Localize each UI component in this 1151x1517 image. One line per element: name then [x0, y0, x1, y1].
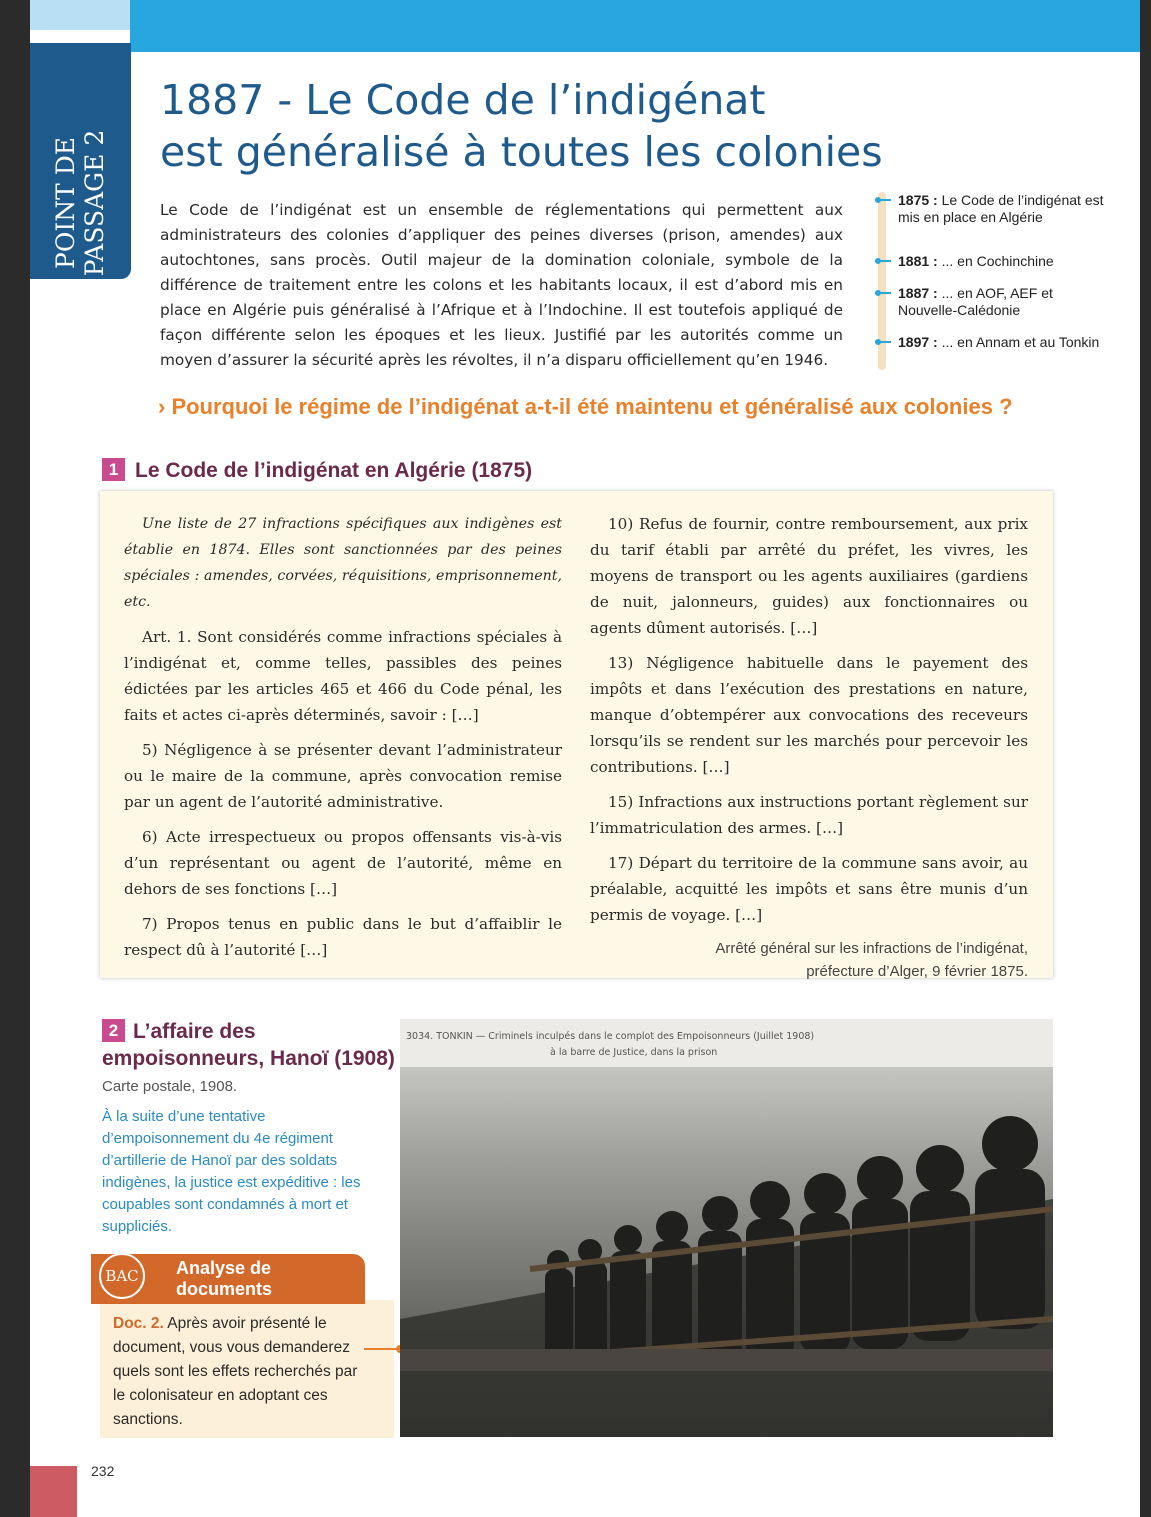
doc1-article: 5) Négligence à se présenter devant l’administrateur ou le maire de la commune, après convocation remise par un agent de l’autorité administrative.	[124, 741, 562, 811]
photo-caption-line-2: à la barre de Justice, dans la prison	[550, 1047, 718, 1058]
top-bar	[130, 0, 1140, 52]
doc2-title: L’affaire des empoisonneurs, Hanoï (1908)	[102, 1020, 395, 1070]
postcard-illustration	[400, 1019, 1053, 1437]
page-corner-tab	[30, 1466, 77, 1517]
bac-badge: BAC	[99, 1253, 145, 1299]
postcard-photo	[400, 1019, 1053, 1437]
page-title	[160, 74, 980, 178]
doc2-heading	[102, 1018, 402, 1072]
doc1-article: 6) Acte irrespectueux ou propos offensants vis-à-vis d’un représentant ou agent de l’autorité, même en dehors de ses fonctions […]	[124, 828, 562, 898]
bac-title: Analyse de documents	[176, 1258, 273, 1299]
doc1-article: 17) Départ du territoire de la commune sans avoir, au préalable, acquitté les impôts et sans être munis d’un permis de voyage. […]	[590, 854, 1028, 924]
problem-question: › Pourquoi le régime de l’indigénat a-t-il été maintenu et généralisé aux colonies ?	[158, 394, 1013, 419]
doc1-article: 15) Infractions aux instructions portant règlement sur l’immatriculation des armes. […]	[590, 793, 1028, 837]
doc1-article: Art. 1. Sont considérés comme infractions spéciales à l’indigénat et, comme telles, passibles des peines édictées par les articles 465 et 466 du Code pénal, les faits et actes ci-après déterminés, savoir : […]	[124, 628, 562, 724]
timeline: 1875 : Le Code de l’indigénat est mis en place en Algérie 1881 : ... en Cochinchine 1887 : ... en AOF, AEF et Nouvelle-Calédonie 1897 : ... en Annam et au Tonkin	[875, 192, 1115, 372]
doc1-article: 10) Refus de fournir, contre remboursement, aux prix du tarif établi par arrêté du préfet, les vivres, les moyens de transport ou les agents auxiliaires (gardiens de nuit, jalonneurs, guides) aux fonctionnaires ou agents dûment autorisés. […]	[590, 515, 1028, 637]
doc1-intro: Une liste de 27 infractions spécifiques aux indigènes est établie en 1874. Elles sont sanctionnées par des peines spéciales : amendes, corvées, réquisitions, emprisonnement, etc.	[124, 516, 562, 610]
side-tab	[30, 43, 131, 279]
connector-line	[364, 1348, 398, 1350]
title-line-1: 1887 - Le Code de l’indigénat	[160, 76, 766, 124]
page-number: 232	[91, 1463, 115, 1479]
doc1-title: Le Code de l’indigénat en Algérie (1875)	[135, 459, 533, 482]
photo-caption-line-1: 3034. TONKIN — Criminels inculpés dans le complot des Empoisonneurs (Juillet 1908)	[406, 1031, 815, 1042]
doc2-subtitle: Carte postale, 1908.	[102, 1078, 238, 1095]
bac-header	[91, 1254, 365, 1304]
side-tab-label: POINT DE PASSAGE 2	[51, 129, 109, 277]
intro-paragraph: Le Code de l’indigénat est un ensemble de réglementations qui permettent aux administrateurs des colonies d’appliquer des peines diverses (prison, amendes) aux autochtones, sans procès. Outil majeur de la domination coloniale, symbole de la différence de traitement entre les colons et les habitants locaux, il est d’abord mis en place en Algérie puis généralisé à l’Afrique et à l’Indochine. Il est toutefois appliqué de façon différente selon les époques et les lieux. Justifié par les autorités comme un moyen d’assurer la sécurité après les révoltes, il n’a disparu officiellement qu’en 1946.	[160, 201, 843, 369]
doc1-article: 13) Négligence habituelle dans le payement des impôts et dans l’exécution des prestations en nature, manque d’obtempérer aux convocations des receveurs lorsqu’ils se rendent sur les marchés pour percevoir les contributions. […]	[590, 654, 1028, 776]
doc1-number-badge: 1	[102, 458, 125, 481]
doc1-left-column	[124, 511, 562, 972]
title-line-2: est généralisé à toutes les colonies	[160, 128, 883, 176]
textbook-page	[30, 0, 1140, 1517]
doc1-heading	[102, 458, 532, 483]
bac-instructions: Doc. 2. Après avoir présenté le document, vous vous demanderez quels sont les effets recherchés par le colonisateur en adoptant ces sanctions.	[113, 1315, 358, 1428]
top-bar-light	[30, 0, 130, 30]
doc1-text-box	[100, 491, 1053, 978]
doc1-source: Arrêté général sur les infractions de l’indigénat, préfecture d’Alger, 9 février 1875.	[715, 940, 1028, 980]
doc2-description: À la suite d’une tentative d’empoisonnement du 4e régiment d’artillerie de Hanoï par des soldats indigènes, la justice est expéditive : les coupables sont condamnés à mort et suppliciés.	[102, 1108, 361, 1235]
doc1-right-column	[590, 511, 1028, 983]
doc1-article: 7) Propos tenus en public dans le but d’affaiblir le respect dû à l’autorité […]	[124, 915, 562, 959]
doc2-number-badge: 2	[102, 1019, 125, 1042]
